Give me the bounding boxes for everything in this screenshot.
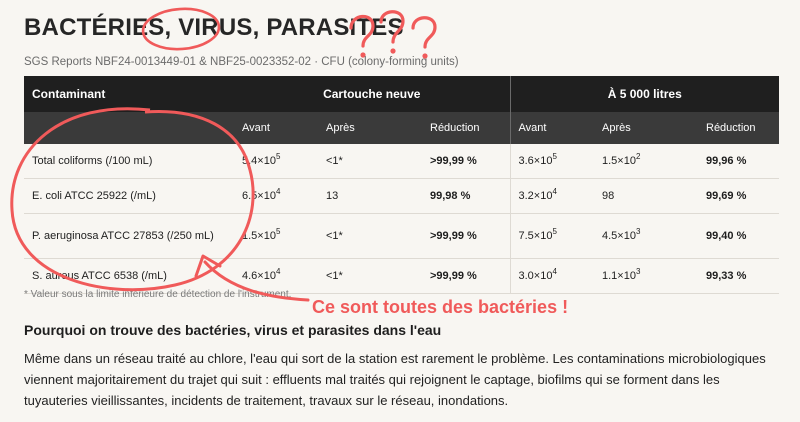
header-after: Après: [594, 112, 698, 144]
cell-reduction: 99,69 %: [698, 179, 779, 214]
cell-before: $4.6\times 10^4$: [234, 259, 318, 294]
cell-before: $3.0\times 10^4$: [510, 259, 594, 294]
table-sub-header: [24, 112, 779, 144]
header-before: Avant: [234, 112, 318, 144]
cell-reduction: 99,33 %: [698, 259, 779, 294]
report-subtitle: SGS Reports NBF24-0013449-01 & NBF25-0023352-02 · CFU (colony-forming units): [24, 56, 459, 68]
cell-after: 98: [594, 179, 698, 214]
cell-after: <1*: [318, 144, 422, 179]
contaminant-name: S. aureus ATCC 6538 (/mL): [24, 259, 234, 294]
header-empty: [24, 112, 234, 144]
table-row: [24, 179, 779, 214]
cell-after: $1.1\times 10^3$: [594, 259, 698, 294]
contaminant-name: P. aeruginosa ATCC 27853 (/250 mL): [24, 214, 234, 259]
header-5000-liters: À 5 000 litres: [510, 76, 779, 112]
handwritten-annotation: Ce sont toutes des bactéries !: [312, 297, 569, 317]
cell-reduction: >99,99 %: [422, 259, 510, 294]
cell-reduction: 99,40 %: [698, 214, 779, 259]
question-marks-icon: [345, 4, 445, 62]
contaminant-name: Total coliforms (/100 mL): [24, 144, 234, 179]
header-reduction: Réduction: [698, 112, 779, 144]
header-after: Après: [318, 112, 422, 144]
table-group-header: [24, 76, 779, 112]
contaminant-name: E. coli ATCC 25922 (/mL): [24, 179, 234, 214]
section-title: Pourquoi on trouve des bactéries, virus et parasites dans l'eau: [24, 322, 442, 338]
cell-after: $4.5\times 10^3$: [594, 214, 698, 259]
cell-reduction: >99,99 %: [422, 144, 510, 179]
title-part-parasites: , PARASITES: [252, 14, 404, 41]
cell-before: $5.4\times 10^5$: [234, 144, 318, 179]
cell-reduction: 99,96 %: [698, 144, 779, 179]
footnote: * Valeur sous la limite inférieure de détection de l'instrument.: [24, 289, 292, 300]
cell-reduction: 99,98 %: [422, 179, 510, 214]
cell-before: $6.5\times 10^4$: [234, 179, 318, 214]
title-part-bacteria: BACTÉRIES,: [24, 14, 179, 41]
header-contaminant: Contaminant: [24, 76, 234, 112]
cell-reduction: >99,99 %: [422, 214, 510, 259]
cell-after: 13: [318, 179, 422, 214]
header-new-cartridge: Cartouche neuve: [234, 76, 510, 112]
cell-before: $3.2\times 10^4$: [510, 179, 594, 214]
cell-after: <1*: [318, 259, 422, 294]
title-part-virus: VIRUS: [178, 14, 253, 41]
table-row: [24, 214, 779, 259]
header-before: Avant: [510, 112, 594, 144]
cell-after: $1.5\times 10^2$: [594, 144, 698, 179]
cell-after: <1*: [318, 214, 422, 259]
cell-before: $3.6\times 10^5$: [510, 144, 594, 179]
cell-before: $7.5\times 10^5$: [510, 214, 594, 259]
header-reduction: Réduction: [422, 112, 510, 144]
results-table: [24, 76, 779, 294]
cell-before: $1.5\times 10^5$: [234, 214, 318, 259]
table-row: [24, 144, 779, 179]
section-paragraph: Même dans un réseau traité au chlore, l'eau qui sort de la station est rarement le problème. Les contaminations microbiologiques viennent majoritairement du trajet qui suit : effluents mal traités qui rejoignent le captage, biofilms qui se forment dans les tuyauteries vieillissantes, incidents de traitement, travaux sur le réseau, inondations.: [24, 351, 766, 408]
